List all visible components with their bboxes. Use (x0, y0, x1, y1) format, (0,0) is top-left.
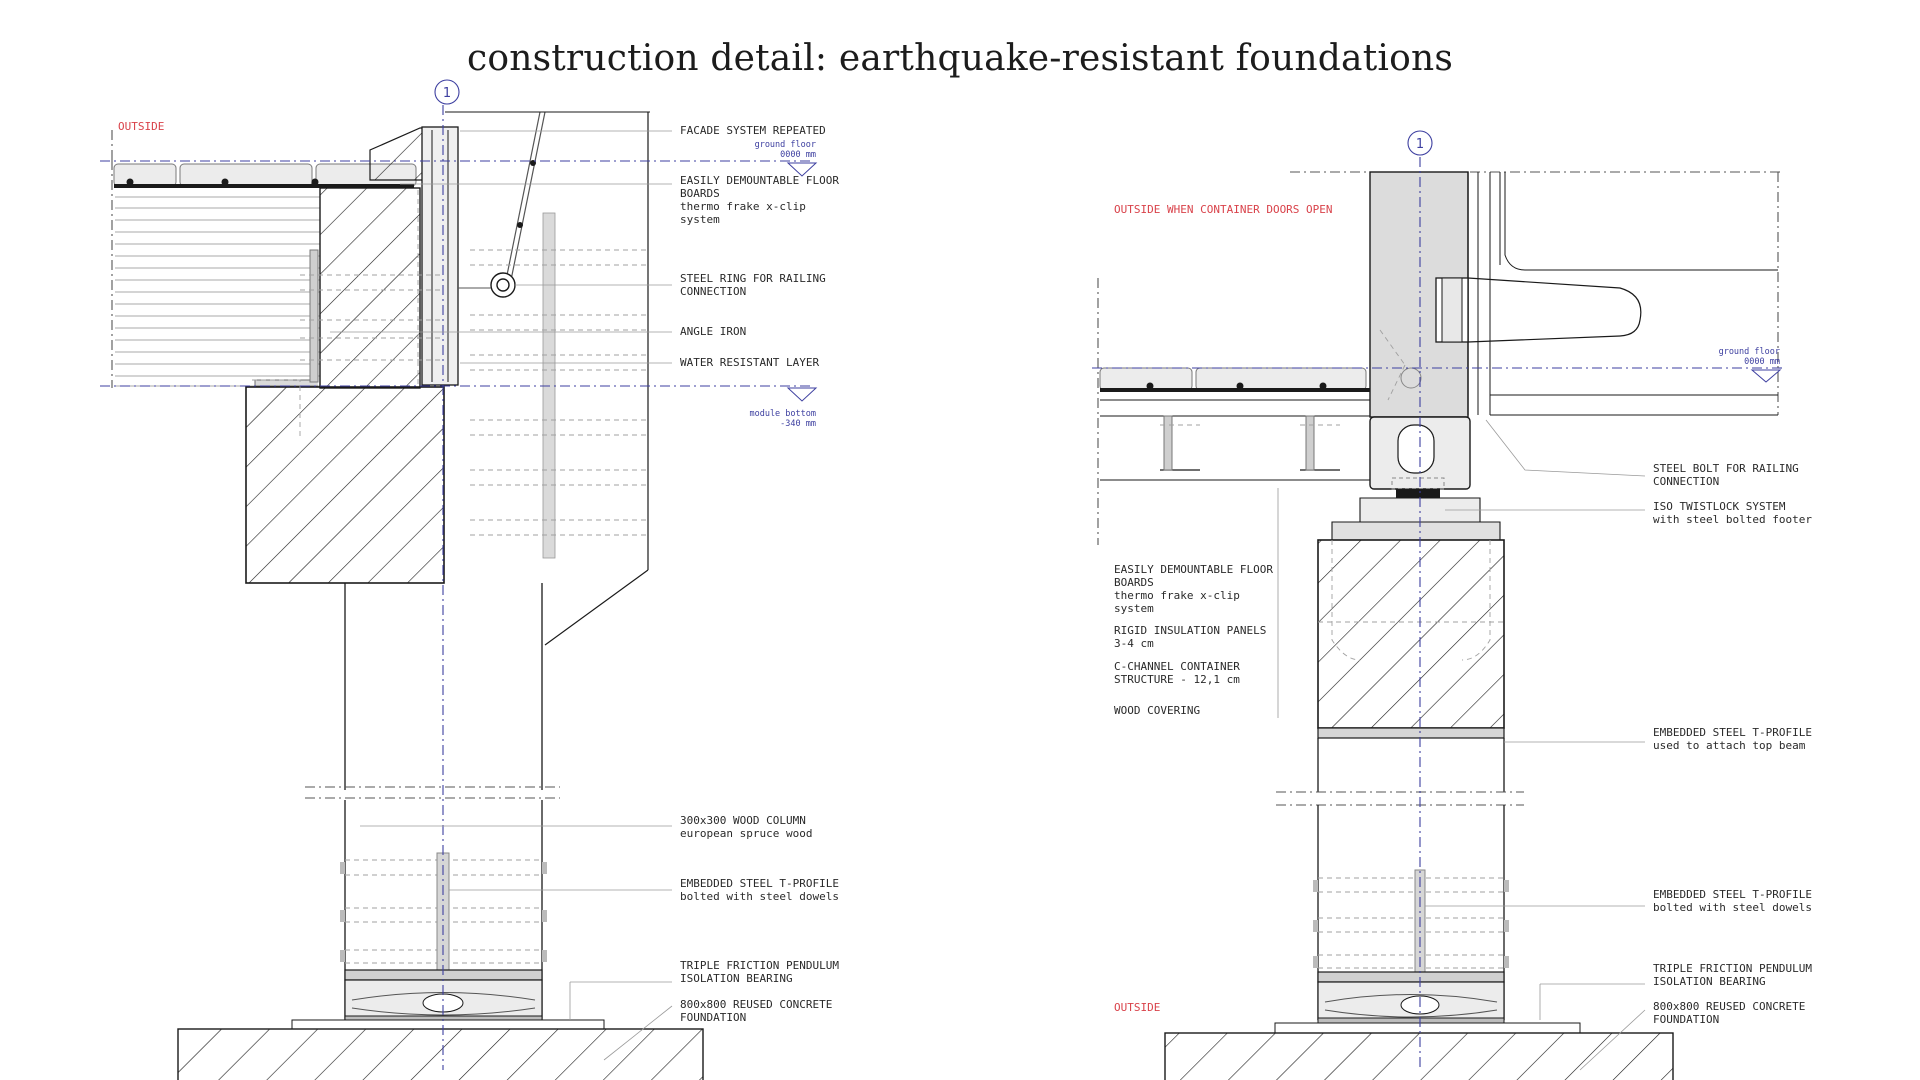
right-note-insulation-1: RIGID INSULATION PANELS (1114, 624, 1267, 637)
drawing-title: construction detail: earthquake-resistant foundations (466, 38, 1454, 79)
left-angle-iron (255, 250, 318, 386)
right-label-tprofile-2: bolted with steel dowels (1653, 901, 1812, 914)
right-note-floor-4: system (1114, 602, 1154, 615)
left-label-tprofile-1: EMBEDDED STEEL T-PROFILE (680, 877, 839, 890)
right-label-top-profile-1: EMBEDDED STEEL T-PROFILE (1653, 726, 1812, 739)
left-label-foundation-1: 800x800 REUSED CONCRETE (680, 998, 833, 1011)
left-label-bearing-1: TRIPLE FRICTION PENDULUM (680, 959, 839, 972)
left-main-beam (246, 387, 444, 583)
right-note-floor-1: EASILY DEMOUNTABLE FLOOR (1114, 563, 1273, 576)
left-label-water-layer: WATER RESISTANT LAYER (680, 356, 820, 369)
right-label-twistlock-1: ISO TWISTLOCK SYSTEM (1653, 500, 1786, 513)
right-label-bearing-1: TRIPLE FRICTION PENDULUM (1653, 962, 1812, 975)
left-label-ring-1: STEEL RING FOR RAILING (680, 272, 826, 285)
left-railing (458, 112, 545, 297)
left-deck-lines (115, 197, 320, 386)
right-note-insulation-2: 3-4 cm (1114, 637, 1154, 650)
right-label-twistlock-2: with steel bolted footer (1653, 513, 1812, 526)
right-detail (1092, 131, 1812, 1080)
left-label-ring-2: CONNECTION (680, 285, 747, 298)
left-label-bearing-2: ISOLATION BEARING (680, 972, 793, 985)
right-pendulum-bearing (1318, 972, 1504, 1023)
right-foundation (1165, 1033, 1673, 1080)
left-foundation (178, 1029, 703, 1080)
right-embedded-top-profile (1318, 728, 1504, 738)
left-label-floor-2: BOARDS (680, 187, 720, 200)
left-zone-outside: OUTSIDE (118, 120, 165, 133)
right-label-bearing-2: ISOLATION BEARING (1653, 975, 1766, 988)
right-twistlock (1332, 417, 1500, 540)
right-note-floor-3: thermo frake x-clip (1114, 589, 1240, 602)
right-note-cchannel-1: C-CHANNEL CONTAINER (1114, 660, 1240, 673)
right-zone-outside: OUTSIDE (1114, 1001, 1161, 1014)
right-labels (1653, 462, 1812, 1026)
right-label-foundation-1: 800x800 REUSED CONCRETE (1653, 1000, 1806, 1013)
right-label-top-profile-2: used to attach top beam (1653, 739, 1806, 752)
left-module-level-name: module bottom (749, 409, 816, 419)
right-label-tprofile-1: EMBEDDED STEEL T-PROFILE (1653, 888, 1812, 901)
right-ground-level-name: ground floor (1718, 347, 1780, 357)
left-label-tprofile-2: bolted with steel dowels (680, 890, 839, 903)
left-label-foundation-2: FOUNDATION (680, 1011, 747, 1024)
left-label-floor-3: thermo frake x-clip (680, 200, 806, 213)
left-label-floor-1: EASILY DEMOUNTABLE FLOOR (680, 174, 839, 187)
left-label-floor-4: system (680, 213, 720, 226)
right-plinth (1275, 1023, 1580, 1033)
left-detail (100, 80, 839, 1080)
right-left-notes (1114, 563, 1273, 717)
right-label-bolt-2: CONNECTION (1653, 475, 1720, 488)
left-label-angle-iron: ANGLE IRON (680, 325, 747, 338)
left-label-column-2: european spruce wood (680, 827, 813, 840)
right-label-bolt-1: STEEL BOLT FOR RAILING (1653, 462, 1799, 475)
left-ground-level-name: ground floor (754, 140, 816, 150)
left-wood-column (305, 583, 560, 1020)
right-ground-level-value: 0000 mm (1744, 357, 1780, 367)
left-label-facade: FACADE SYSTEM REPEATED (680, 124, 826, 137)
left-label-column-1: 300x300 WOOD COLUMN (680, 814, 806, 827)
right-label-foundation-2: FOUNDATION (1653, 1013, 1720, 1026)
left-labels (680, 124, 839, 1024)
left-module-level-value: -340 mm (780, 419, 816, 429)
left-upper-beam (320, 188, 420, 388)
right-top-beam (1318, 540, 1504, 728)
right-zone-outside-doors: OUTSIDE WHEN CONTAINER DOORS OPEN (1114, 203, 1333, 216)
right-note-floor-2: BOARDS (1114, 576, 1154, 589)
right-axis-label: 1 (1415, 137, 1425, 152)
left-axis-label: 1 (442, 86, 452, 101)
right-note-cchannel-2: STRUCTURE - 12,1 cm (1114, 673, 1240, 686)
left-facade-panel (418, 127, 458, 385)
right-note-wood-covering: WOOD COVERING (1114, 704, 1201, 717)
left-plinth (292, 1020, 604, 1029)
right-deck (1098, 278, 1370, 545)
right-ground-level-marker (1752, 370, 1780, 382)
left-ground-level-value: 0000 mm (780, 150, 816, 160)
left-module-level-marker (788, 388, 816, 401)
